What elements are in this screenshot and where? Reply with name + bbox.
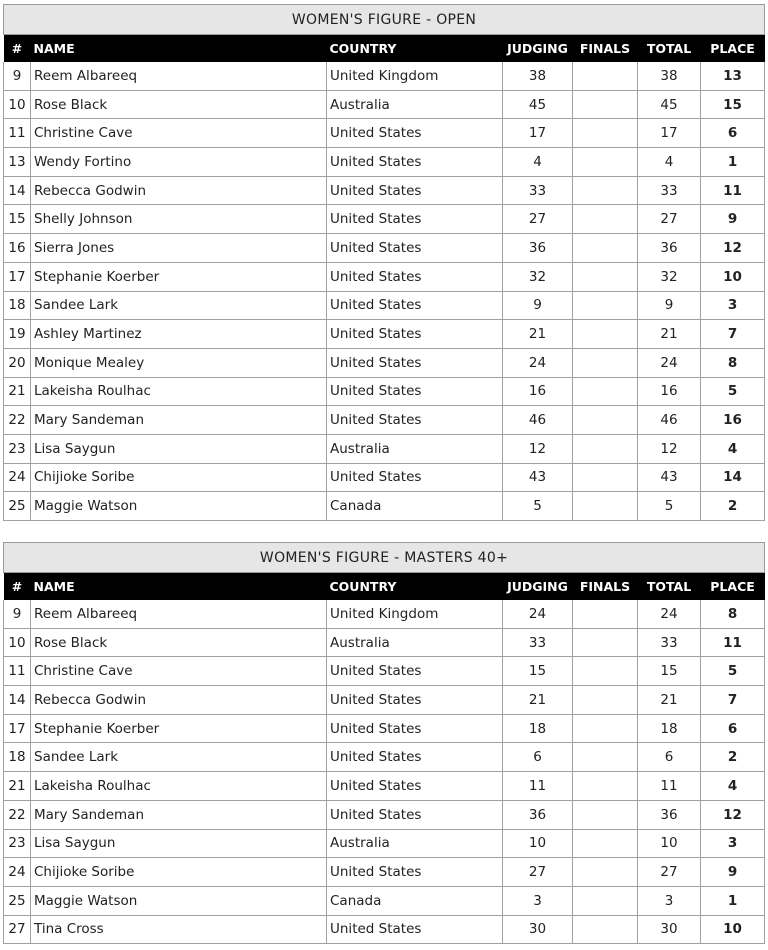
cell-number: 27 — [4, 915, 31, 944]
table-row — [4, 434, 765, 463]
cell-judging: 9 — [503, 291, 573, 320]
cell-country: United Kingdom — [327, 62, 503, 90]
table-row — [4, 714, 765, 743]
cell-finals — [573, 205, 638, 234]
table-row — [4, 262, 765, 291]
cell-number: 21 — [4, 377, 31, 406]
results-table-masters — [3, 542, 764, 944]
cell-number: 11 — [4, 657, 31, 686]
header-name: NAME — [31, 573, 327, 601]
cell-country: United States — [327, 686, 503, 715]
cell-place: 6 — [701, 714, 765, 743]
cell-name: Mary Sandeman — [31, 800, 327, 829]
cell-name: Lisa Saygun — [31, 434, 327, 463]
cell-finals — [573, 434, 638, 463]
cell-country: United States — [327, 858, 503, 887]
table-row — [4, 119, 765, 148]
cell-country: United States — [327, 406, 503, 435]
cell-total: 36 — [638, 234, 701, 263]
table-row — [4, 234, 765, 263]
cell-number: 17 — [4, 262, 31, 291]
cell-country: Canada — [327, 886, 503, 915]
cell-judging: 3 — [503, 886, 573, 915]
table-row — [4, 858, 765, 887]
cell-number: 14 — [4, 176, 31, 205]
header-place: PLACE — [701, 573, 765, 601]
cell-place: 8 — [701, 348, 765, 377]
results-table-open — [3, 4, 764, 521]
cell-number: 18 — [4, 291, 31, 320]
header-country: COUNTRY — [327, 35, 503, 63]
cell-finals — [573, 262, 638, 291]
cell-country: United States — [327, 234, 503, 263]
cell-finals — [573, 148, 638, 177]
table-row — [4, 600, 765, 628]
table-row — [4, 657, 765, 686]
cell-place: 11 — [701, 176, 765, 205]
cell-total: 27 — [638, 858, 701, 887]
cell-number: 17 — [4, 714, 31, 743]
cell-place: 1 — [701, 148, 765, 177]
cell-place: 15 — [701, 90, 765, 119]
cell-country: Australia — [327, 829, 503, 858]
cell-country: Australia — [327, 434, 503, 463]
cell-total: 12 — [638, 434, 701, 463]
cell-finals — [573, 119, 638, 148]
cell-place: 10 — [701, 262, 765, 291]
cell-number: 22 — [4, 406, 31, 435]
cell-place: 1 — [701, 886, 765, 915]
cell-country: United States — [327, 262, 503, 291]
cell-place: 9 — [701, 858, 765, 887]
cell-judging: 16 — [503, 377, 573, 406]
cell-number: 16 — [4, 234, 31, 263]
cell-judging: 17 — [503, 119, 573, 148]
cell-number: 24 — [4, 858, 31, 887]
cell-finals — [573, 234, 638, 263]
cell-judging: 21 — [503, 320, 573, 349]
cell-finals — [573, 829, 638, 858]
cell-judging: 10 — [503, 829, 573, 858]
cell-judging: 12 — [503, 434, 573, 463]
cell-judging: 27 — [503, 858, 573, 887]
cell-finals — [573, 714, 638, 743]
cell-total: 36 — [638, 800, 701, 829]
table-row — [4, 772, 765, 801]
cell-name: Chijioke Soribe — [31, 858, 327, 887]
cell-judging: 4 — [503, 148, 573, 177]
cell-finals — [573, 600, 638, 628]
cell-name: Reem Albareeq — [31, 600, 327, 628]
cell-name: Christine Cave — [31, 657, 327, 686]
cell-number: 11 — [4, 119, 31, 148]
cell-finals — [573, 628, 638, 657]
table-row — [4, 205, 765, 234]
cell-number: 24 — [4, 463, 31, 492]
header-finals: FINALS — [573, 35, 638, 63]
cell-total: 10 — [638, 829, 701, 858]
cell-name: Sandee Lark — [31, 743, 327, 772]
table-row — [4, 62, 765, 90]
cell-country: United States — [327, 915, 503, 944]
header-name: NAME — [31, 35, 327, 63]
open-table-body — [4, 62, 765, 521]
cell-finals — [573, 800, 638, 829]
cell-name: Shelly Johnson — [31, 205, 327, 234]
cell-total: 18 — [638, 714, 701, 743]
masters-table — [3, 542, 765, 944]
cell-place: 6 — [701, 119, 765, 148]
table-row — [4, 148, 765, 177]
cell-name: Stephanie Koerber — [31, 714, 327, 743]
table-row — [4, 463, 765, 492]
cell-name: Maggie Watson — [31, 492, 327, 521]
cell-total: 33 — [638, 628, 701, 657]
cell-finals — [573, 176, 638, 205]
cell-finals — [573, 858, 638, 887]
cell-judging: 36 — [503, 234, 573, 263]
header-total: TOTAL — [638, 573, 701, 601]
cell-name: Stephanie Koerber — [31, 262, 327, 291]
cell-place: 3 — [701, 829, 765, 858]
cell-number: 9 — [4, 62, 31, 90]
cell-country: Canada — [327, 492, 503, 521]
cell-number: 20 — [4, 348, 31, 377]
cell-total: 5 — [638, 492, 701, 521]
cell-finals — [573, 915, 638, 944]
cell-number: 25 — [4, 886, 31, 915]
cell-judging: 33 — [503, 176, 573, 205]
cell-country: Australia — [327, 90, 503, 119]
cell-number: 21 — [4, 772, 31, 801]
cell-name: Rose Black — [31, 90, 327, 119]
cell-name: Reem Albareeq — [31, 62, 327, 90]
cell-total: 15 — [638, 657, 701, 686]
cell-finals — [573, 90, 638, 119]
cell-total: 21 — [638, 686, 701, 715]
cell-name: Rose Black — [31, 628, 327, 657]
cell-name: Chijioke Soribe — [31, 463, 327, 492]
cell-place: 7 — [701, 686, 765, 715]
cell-number: 22 — [4, 800, 31, 829]
cell-place: 4 — [701, 772, 765, 801]
cell-country: United States — [327, 148, 503, 177]
cell-place: 10 — [701, 915, 765, 944]
header-number: # — [4, 573, 31, 601]
masters-table-body — [4, 600, 765, 944]
cell-place: 12 — [701, 800, 765, 829]
cell-judging: 5 — [503, 492, 573, 521]
cell-total: 4 — [638, 148, 701, 177]
cell-place: 8 — [701, 600, 765, 628]
cell-judging: 15 — [503, 657, 573, 686]
table-row — [4, 320, 765, 349]
cell-place: 13 — [701, 62, 765, 90]
cell-total: 16 — [638, 377, 701, 406]
cell-country: Australia — [327, 628, 503, 657]
cell-total: 33 — [638, 176, 701, 205]
cell-number: 14 — [4, 686, 31, 715]
table-row — [4, 800, 765, 829]
cell-finals — [573, 348, 638, 377]
cell-judging: 27 — [503, 205, 573, 234]
cell-total: 27 — [638, 205, 701, 234]
table-title: WOMEN'S FIGURE - OPEN — [4, 5, 765, 35]
cell-judging: 36 — [503, 800, 573, 829]
cell-number: 18 — [4, 743, 31, 772]
cell-number: 25 — [4, 492, 31, 521]
cell-name: Lisa Saygun — [31, 829, 327, 858]
cell-finals — [573, 772, 638, 801]
cell-judging: 32 — [503, 262, 573, 291]
cell-name: Lakeisha Roulhac — [31, 377, 327, 406]
cell-finals — [573, 377, 638, 406]
cell-finals — [573, 463, 638, 492]
cell-total: 43 — [638, 463, 701, 492]
header-judging: JUDGING — [503, 573, 573, 601]
cell-judging: 33 — [503, 628, 573, 657]
cell-country: United States — [327, 772, 503, 801]
cell-country: United States — [327, 714, 503, 743]
cell-total: 9 — [638, 291, 701, 320]
cell-number: 13 — [4, 148, 31, 177]
cell-finals — [573, 291, 638, 320]
cell-total: 46 — [638, 406, 701, 435]
cell-place: 11 — [701, 628, 765, 657]
cell-place: 2 — [701, 492, 765, 521]
cell-total: 17 — [638, 119, 701, 148]
table-row — [4, 291, 765, 320]
cell-judging: 6 — [503, 743, 573, 772]
table-row — [4, 829, 765, 858]
cell-total: 45 — [638, 90, 701, 119]
cell-finals — [573, 320, 638, 349]
cell-name: Christine Cave — [31, 119, 327, 148]
table-row — [4, 628, 765, 657]
header-number: # — [4, 35, 31, 63]
cell-country: United States — [327, 348, 503, 377]
cell-finals — [573, 62, 638, 90]
cell-country: United States — [327, 800, 503, 829]
cell-name: Ashley Martinez — [31, 320, 327, 349]
cell-judging: 43 — [503, 463, 573, 492]
cell-number: 9 — [4, 600, 31, 628]
cell-country: United Kingdom — [327, 600, 503, 628]
cell-total: 6 — [638, 743, 701, 772]
cell-country: United States — [327, 657, 503, 686]
cell-place: 3 — [701, 291, 765, 320]
cell-place: 4 — [701, 434, 765, 463]
cell-country: United States — [327, 463, 503, 492]
cell-place: 9 — [701, 205, 765, 234]
cell-place: 7 — [701, 320, 765, 349]
cell-number: 19 — [4, 320, 31, 349]
cell-judging: 46 — [503, 406, 573, 435]
cell-name: Wendy Fortino — [31, 148, 327, 177]
cell-name: Maggie Watson — [31, 886, 327, 915]
cell-total: 11 — [638, 772, 701, 801]
cell-judging: 38 — [503, 62, 573, 90]
table-row — [4, 348, 765, 377]
cell-judging: 45 — [503, 90, 573, 119]
cell-judging: 18 — [503, 714, 573, 743]
cell-judging: 24 — [503, 600, 573, 628]
cell-name: Rebecca Godwin — [31, 176, 327, 205]
cell-place: 5 — [701, 657, 765, 686]
cell-judging: 21 — [503, 686, 573, 715]
cell-total: 24 — [638, 348, 701, 377]
table-title: WOMEN'S FIGURE - MASTERS 40+ — [4, 543, 765, 573]
cell-judging: 24 — [503, 348, 573, 377]
cell-place: 16 — [701, 406, 765, 435]
cell-judging: 11 — [503, 772, 573, 801]
header-finals: FINALS — [573, 573, 638, 601]
cell-name: Tina Cross — [31, 915, 327, 944]
cell-country: United States — [327, 205, 503, 234]
table-row — [4, 886, 765, 915]
header-judging: JUDGING — [503, 35, 573, 63]
cell-place: 12 — [701, 234, 765, 263]
cell-place: 5 — [701, 377, 765, 406]
cell-number: 10 — [4, 628, 31, 657]
cell-finals — [573, 406, 638, 435]
cell-total: 32 — [638, 262, 701, 291]
cell-name: Mary Sandeman — [31, 406, 327, 435]
table-row — [4, 406, 765, 435]
table-row — [4, 90, 765, 119]
table-row — [4, 377, 765, 406]
cell-finals — [573, 657, 638, 686]
header-place: PLACE — [701, 35, 765, 63]
header-country: COUNTRY — [327, 573, 503, 601]
table-row — [4, 492, 765, 521]
cell-country: United States — [327, 291, 503, 320]
cell-finals — [573, 492, 638, 521]
open-table — [3, 4, 765, 521]
header-total: TOTAL — [638, 35, 701, 63]
cell-number: 10 — [4, 90, 31, 119]
cell-total: 30 — [638, 915, 701, 944]
table-row — [4, 743, 765, 772]
cell-number: 23 — [4, 434, 31, 463]
cell-name: Sandee Lark — [31, 291, 327, 320]
cell-judging: 30 — [503, 915, 573, 944]
cell-name: Monique Mealey — [31, 348, 327, 377]
cell-country: United States — [327, 320, 503, 349]
cell-place: 14 — [701, 463, 765, 492]
cell-total: 21 — [638, 320, 701, 349]
cell-place: 2 — [701, 743, 765, 772]
cell-name: Sierra Jones — [31, 234, 327, 263]
cell-finals — [573, 886, 638, 915]
cell-total: 38 — [638, 62, 701, 90]
cell-country: United States — [327, 743, 503, 772]
cell-total: 24 — [638, 600, 701, 628]
table-row — [4, 915, 765, 944]
cell-finals — [573, 743, 638, 772]
cell-country: United States — [327, 377, 503, 406]
cell-country: United States — [327, 119, 503, 148]
table-row — [4, 686, 765, 715]
cell-name: Rebecca Godwin — [31, 686, 327, 715]
cell-number: 15 — [4, 205, 31, 234]
cell-country: United States — [327, 176, 503, 205]
cell-finals — [573, 686, 638, 715]
cell-name: Lakeisha Roulhac — [31, 772, 327, 801]
cell-total: 3 — [638, 886, 701, 915]
cell-number: 23 — [4, 829, 31, 858]
table-row — [4, 176, 765, 205]
